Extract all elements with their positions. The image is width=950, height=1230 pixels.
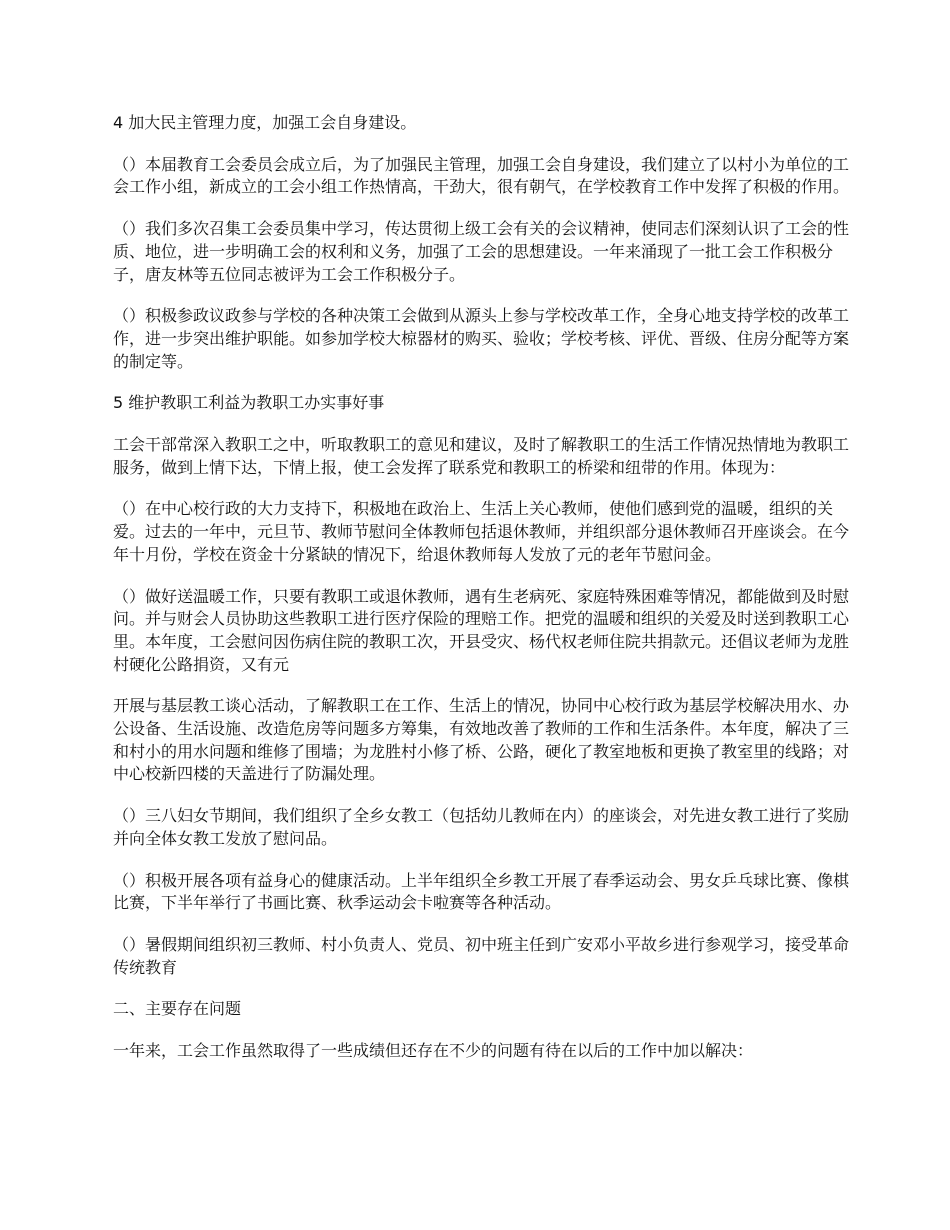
document-body — [113, 112, 858, 1082]
paragraph: （）我们多次召集工会委员集中学习，传达贯彻上级工会有关的会议精神，使同志们深刻认识了工会的性质、地位，进一步明确工会的权利和义务，加强了工会的思想建设。一年来涌现了一批工会工作积极分子，唐友林等五位同志被评为工会工作积极分子。 — [113, 219, 850, 284]
paragraph: （）三八妇女节期间，我们组织了全乡女教工（包括幼儿教师在内）的座谈会，对先进女教工进行了奖励并向全体女教工发放了慰问品。 — [113, 806, 850, 848]
paragraph: 开展与基层教工谈心活动，了解教职工在工作、生活上的情况，协同中心校行政为基层学校解决用水、办公设备、生活设施、改造危房等问题多方筹集，有效地改善了教师的工作和生活条件。本年度，解决了三和村小的用水问题和维修了围墙；为龙胜村小修了桥、公路，硬化了教室地板和更换了教室里的线路；对中心校新四楼的天盖进行了防漏处理。 — [113, 696, 850, 784]
section-heading-4: 4 加大民主管理力度，加强工会自身建设。 — [113, 113, 417, 132]
paragraph: 工会干部常深入教职工之中，听取教职工的意见和建议，及时了解教职工的生活工作情况热情地为教职工服务，做到上情下达，下情上报，使工会发挥了联系党和教职工的桥梁和纽带的作用。体现为： — [113, 435, 850, 477]
paragraph: （）暑假期间组织初三教师、村小负责人、党员、初中班主任到广安邓小平故乡进行参观学习，接受革命传统教育 — [113, 934, 850, 977]
section-heading-5: 5 维护教职工利益为教职工办实事好事 — [113, 393, 385, 413]
paragraph: （）积极参政议政参与学校的各种决策工会做到从源头上参与学校改革工作，全身心地支持学校的改革工作，进一步突出维护职能。如参加学校大椋器材的购买、验收；学校考核、评优、晋级、住房分配等方案的制定等。 — [113, 306, 850, 371]
section-heading-problems: 二、主要存在问题 — [113, 999, 242, 1019]
paragraph: （）本届教育工会委员会成立后，为了加强民主管理，加强工会自身建设，我们建立了以村小为单位的工会工作小组，新成立的工会小组工作热情高，干劲大，很有朝气，在学校教育工作中发挥了积极的作用。 — [113, 154, 850, 197]
paragraph: （）积极开展各项有益身心的健康活动。上半年组织全乡教工开展了春季运动会、男女乒乓球比赛、像棋比赛，下半年举行了书画比赛、秋季运动会卡啦赛等各种活动。 — [113, 870, 850, 913]
paragraph: （）做好送温暖工作，只要有教职工或退休教师，遇有生老病死、家庭特殊困难等情况，都能做到及时慰问。并与财会人员协助这些教职工进行医疗保险的理赔工作。把党的温暖和组织的关爱及时送到教职工心里。本年度，工会慰问因伤病住院的教职工次，开县受灾、杨代权老师住院共捐款元。还倡议老师为龙胜村硬化公路捐资，又有元 — [113, 586, 850, 674]
paragraph: （）在中心校行政的大力支持下，积极地在政治上、生活上关心教师，使他们感到党的温暖，组织的关爱。过去的一年中，元旦节、教师节慰问全体教师包括退休教师，并组织部分退休教师召开座谈会。在今年十月份，学校在资金十分紧缺的情况下，给退休教师每人发放了元的老年节慰问金。 — [113, 499, 850, 564]
paragraph: 一年来，工会工作虽然取得了一些成绩但还存在不少的问题有待在以后的工作中加以解决： — [113, 1041, 754, 1061]
